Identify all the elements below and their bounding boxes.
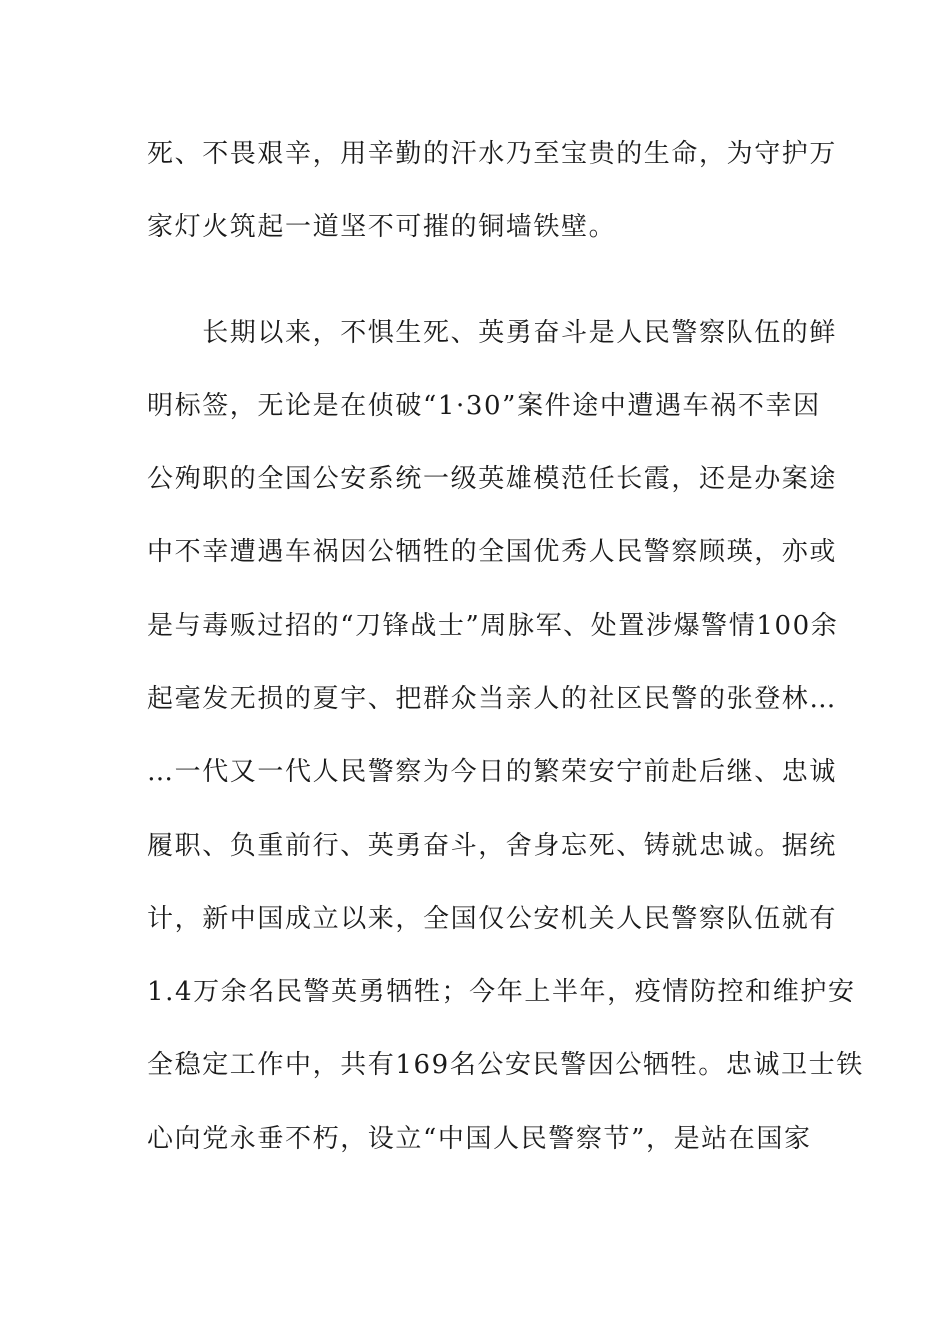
text-line: 长期以来，不惧生死、英勇奋斗是人民警察队伍的鲜 [147, 318, 838, 348]
text-line: 全稳定工作中，共有169名公安民警因公牺牲。忠诚卫士铁 [147, 1050, 864, 1080]
text-line: 明标签，无论是在侦破“1·30”案件途中遭遇车祸不幸因 [147, 391, 821, 421]
text-line: 中不幸遭遇车祸因公牺牲的全国优秀人民警察顾瑛，亦或 [147, 537, 838, 567]
text-line: 1.4万余名民警英勇牺牲；今年上半年，疫情防控和维护安 [147, 977, 856, 1007]
text-line: 心向党永垂不朽，设立“中国人民警察节”，是站在国家 [147, 1124, 812, 1154]
text-line: 起毫发无损的夏宇、把群众当亲人的社区民警的张登林… [147, 684, 838, 714]
text-line: 是与毒贩过招的“刀锋战士”周脉军、处置涉爆警情100余 [147, 611, 839, 641]
text-line: 计，新中国成立以来，全国仅公安机关人民警察队伍就有 [147, 904, 838, 934]
text-line: …一代又一代人民警察为今日的繁荣安宁前赴后继、忠诚 [147, 757, 838, 787]
text-line: 家灯火筑起一道坚不可摧的铜墙铁壁。 [147, 212, 617, 242]
text-line: 公殉职的全国公安系统一级英雄模范任长霞，还是办案途 [147, 464, 838, 494]
text-line: 死、不畏艰辛，用辛勤的汗水乃至宝贵的生命，为守护万 [147, 139, 838, 169]
text-line: 履职、负重前行、英勇奋斗，舍身忘死、铸就忠诚。据统 [147, 831, 838, 861]
